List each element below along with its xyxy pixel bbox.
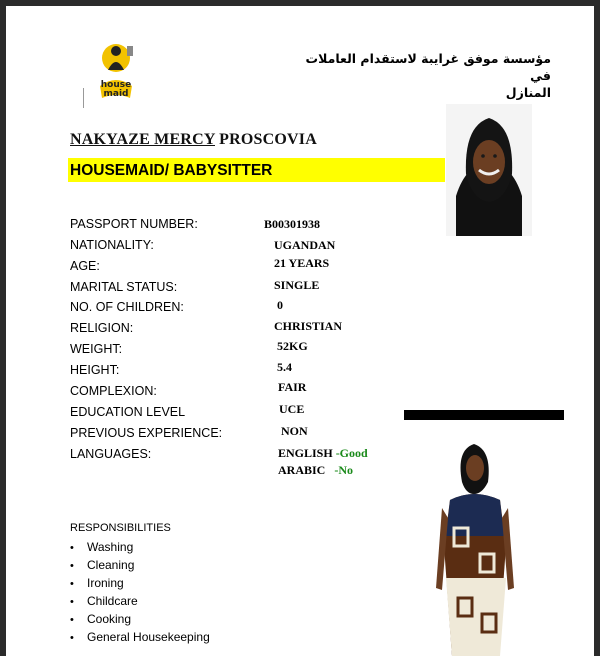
- language-arabic: [278, 463, 353, 478]
- candidate-name: [70, 131, 317, 149]
- bullet-icon: •: [70, 632, 74, 644]
- label-weight: WEIGHT:: [70, 342, 123, 356]
- value-weight: 52KG: [277, 339, 308, 353]
- label-age: AGE:: [70, 259, 100, 273]
- language-arabic-level: -No: [334, 463, 354, 477]
- label-nationality: NATIONALITY:: [70, 238, 154, 252]
- candidate-name-underlined: NAKYAZE MERCY: [70, 131, 215, 148]
- bullet-icon: •: [70, 542, 74, 554]
- value-marital-status: SINGLE: [274, 278, 320, 292]
- label-languages: LANGUAGES:: [70, 447, 152, 461]
- logo-text-house: house: [100, 80, 132, 90]
- agency-name-line1: مؤسسة موفق غرايبة لاستقدام العاملات في: [305, 51, 551, 83]
- portrait-photo: [446, 104, 532, 236]
- value-religion: CHRISTIAN: [274, 319, 343, 333]
- language-english: [278, 446, 368, 461]
- label-religion: RELIGION:: [70, 321, 134, 335]
- value-passport-number: B00301938: [264, 217, 321, 231]
- agency-name-arabic: [286, 50, 551, 101]
- label-height: HEIGHT:: [70, 363, 120, 377]
- responsibility-label: General Housekeeping: [87, 630, 210, 644]
- label-education-level: EDUCATION LEVEL: [70, 405, 186, 419]
- black-bar: [404, 410, 564, 420]
- list-item: [70, 592, 210, 610]
- bullet-icon: •: [70, 614, 74, 626]
- label-passport-number: PASSPORT NUMBER:: [70, 217, 198, 231]
- value-age: 21 YEARS: [274, 256, 330, 270]
- value-no-of-children: 0: [277, 298, 283, 312]
- logo-divider: [83, 88, 84, 108]
- list-item: [70, 574, 210, 592]
- agency-name-line2: المنازل: [505, 85, 551, 100]
- responsibility-label: Washing: [87, 540, 134, 554]
- label-no-of-children: NO. OF CHILDREN:: [70, 300, 184, 314]
- language-arabic-name: ARABIC: [278, 463, 326, 477]
- responsibility-label: Cooking: [87, 612, 132, 626]
- responsibility-label: Cleaning: [87, 558, 135, 572]
- value-nationality: UGANDAN: [274, 238, 336, 252]
- responsibilities-heading: RESPONSIBILITIES: [70, 522, 171, 534]
- bullet-icon: •: [70, 596, 74, 608]
- list-item: [70, 538, 210, 556]
- housemaid-logo: [86, 34, 146, 104]
- value-complexion: FAIR: [278, 380, 307, 394]
- list-item: [70, 628, 210, 646]
- bullet-icon: •: [70, 578, 74, 590]
- cv-page: [6, 6, 594, 656]
- language-english-name: ENGLISH: [278, 446, 333, 460]
- language-english-level: -Good: [335, 446, 368, 460]
- label-previous-experience: PREVIOUS EXPERIENCE:: [70, 426, 223, 440]
- list-item: [70, 610, 210, 628]
- value-previous-experience: NON: [281, 424, 308, 438]
- responsibility-label: Childcare: [87, 594, 138, 608]
- candidate-position: HOUSEMAID/ BABYSITTER: [70, 162, 273, 179]
- responsibility-label: Ironing: [87, 576, 124, 590]
- bullet-icon: •: [70, 560, 74, 572]
- candidate-name-rest: PROSCOVIA: [214, 131, 317, 148]
- logo-text-maid: maid: [103, 89, 129, 99]
- label-marital-status: MARITAL STATUS:: [70, 280, 178, 294]
- value-education-level: UCE: [279, 402, 305, 416]
- full-length-photo: [434, 438, 518, 656]
- value-height: 5.4: [277, 360, 292, 374]
- responsibilities-list: [70, 538, 210, 646]
- list-item: [70, 556, 210, 574]
- label-complexion: COMPLEXION:: [70, 384, 157, 398]
